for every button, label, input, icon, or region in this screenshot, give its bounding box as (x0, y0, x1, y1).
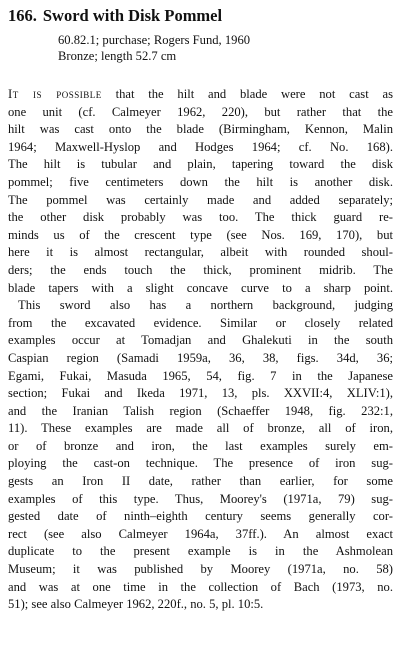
text-line: the other disk probably was too. The thick guard re- (8, 210, 393, 225)
text-line: ploying the cast-on technique. The presence of iron sug- (8, 456, 393, 471)
text-line: examples of this type. Thus, Moorey's (1971a, 79) sug- (8, 491, 393, 506)
catalog-page (8, 6, 393, 614)
entry-heading (8, 6, 393, 26)
text-line: 51); see also Calmeyer 1962, 220f., no. 5, pl. 10:5. (8, 597, 264, 612)
text-line-rest: that the hilt and blade were not cast as (101, 87, 393, 101)
accession-line: 60.82.1; purchase; Rogers Fund, 1960 (58, 33, 251, 47)
text-line: examples occur at Tomadjan and Ghalekuti in the south (8, 333, 393, 348)
text-line: and was at one time in the collection of Bach (1973, no. (8, 579, 393, 594)
entry-metadata (58, 32, 393, 64)
text-line: Egami, Fukai, Masuda 1965, 54, fig. 7 in the Japanese (8, 368, 393, 383)
text-line: rect (see also Calmeyer 1964a, 37ff.). An almost exact (8, 526, 393, 541)
text-line: ders; the ends touch the thick, prominent midrib. The (8, 262, 393, 277)
text-line: The pommel was certainly made and added separately; (8, 192, 393, 207)
paragraph-1 (8, 86, 393, 297)
paragraph-2 (8, 297, 393, 614)
text-line: hilt was cast onto the blade (Birmingham, Kennon, Malin (8, 122, 393, 137)
text-line: section; Fukai and Ikeda 1971, 13, pls. XXVII:4, XLIV:1), (8, 386, 393, 401)
text-line: duplicate to the present example is in the Ashmolean (8, 544, 393, 559)
text-line: and the Iranian Talish region (Schaeffer 1948, fig. 232:1, (8, 403, 393, 418)
text-line: from the excavated evidence. Similar or closely related (8, 315, 393, 330)
text-line: minds us of the crescent type (see Nos. 169, 170), but (8, 227, 393, 242)
text-line: The hilt is tubular and plain, tapering toward the disk (8, 157, 393, 172)
text-line: or of bronze and iron, the last examples surely em- (8, 438, 393, 453)
lead-in-small-caps: It is possible (8, 87, 102, 101)
text-line: pommel; five centimeters down the hilt is another disk. (8, 174, 393, 189)
entry-body (8, 86, 393, 614)
text-line: gested date of ninth–eighth century seems generally cor- (8, 509, 393, 524)
material-line: Bronze; length 52.7 cm (58, 49, 177, 63)
text-line: Museum; it was published by Moorey (1971a, no. 58) (8, 562, 393, 577)
text-line: 1964; Maxwell-Hyslop and Hodges 1964; cf. No. 168). (8, 139, 393, 154)
text-line: one unit (cf. Calmeyer 1962, 220), but rather that the (8, 104, 393, 119)
text-line: gests an Iron II date, rather than earlier, for some (8, 474, 393, 489)
entry-title: Sword with Disk Pommel (42, 6, 223, 25)
text-line: 11). These examples are made all of bronze, all of iron, (8, 421, 393, 436)
entry-number: 166. (8, 6, 37, 25)
text-line: blade tapers with a slight concave curve to a sharp point. (8, 280, 393, 295)
text-line: This sword also has a northern background, judging (18, 298, 393, 313)
text-line: Caspian region (Samadi 1959a, 36, 38, figs. 34d, 36; (8, 350, 393, 365)
text-line: here it is almost rectangular, albeit with rounded shoul- (8, 245, 393, 260)
text-line (8, 86, 393, 104)
